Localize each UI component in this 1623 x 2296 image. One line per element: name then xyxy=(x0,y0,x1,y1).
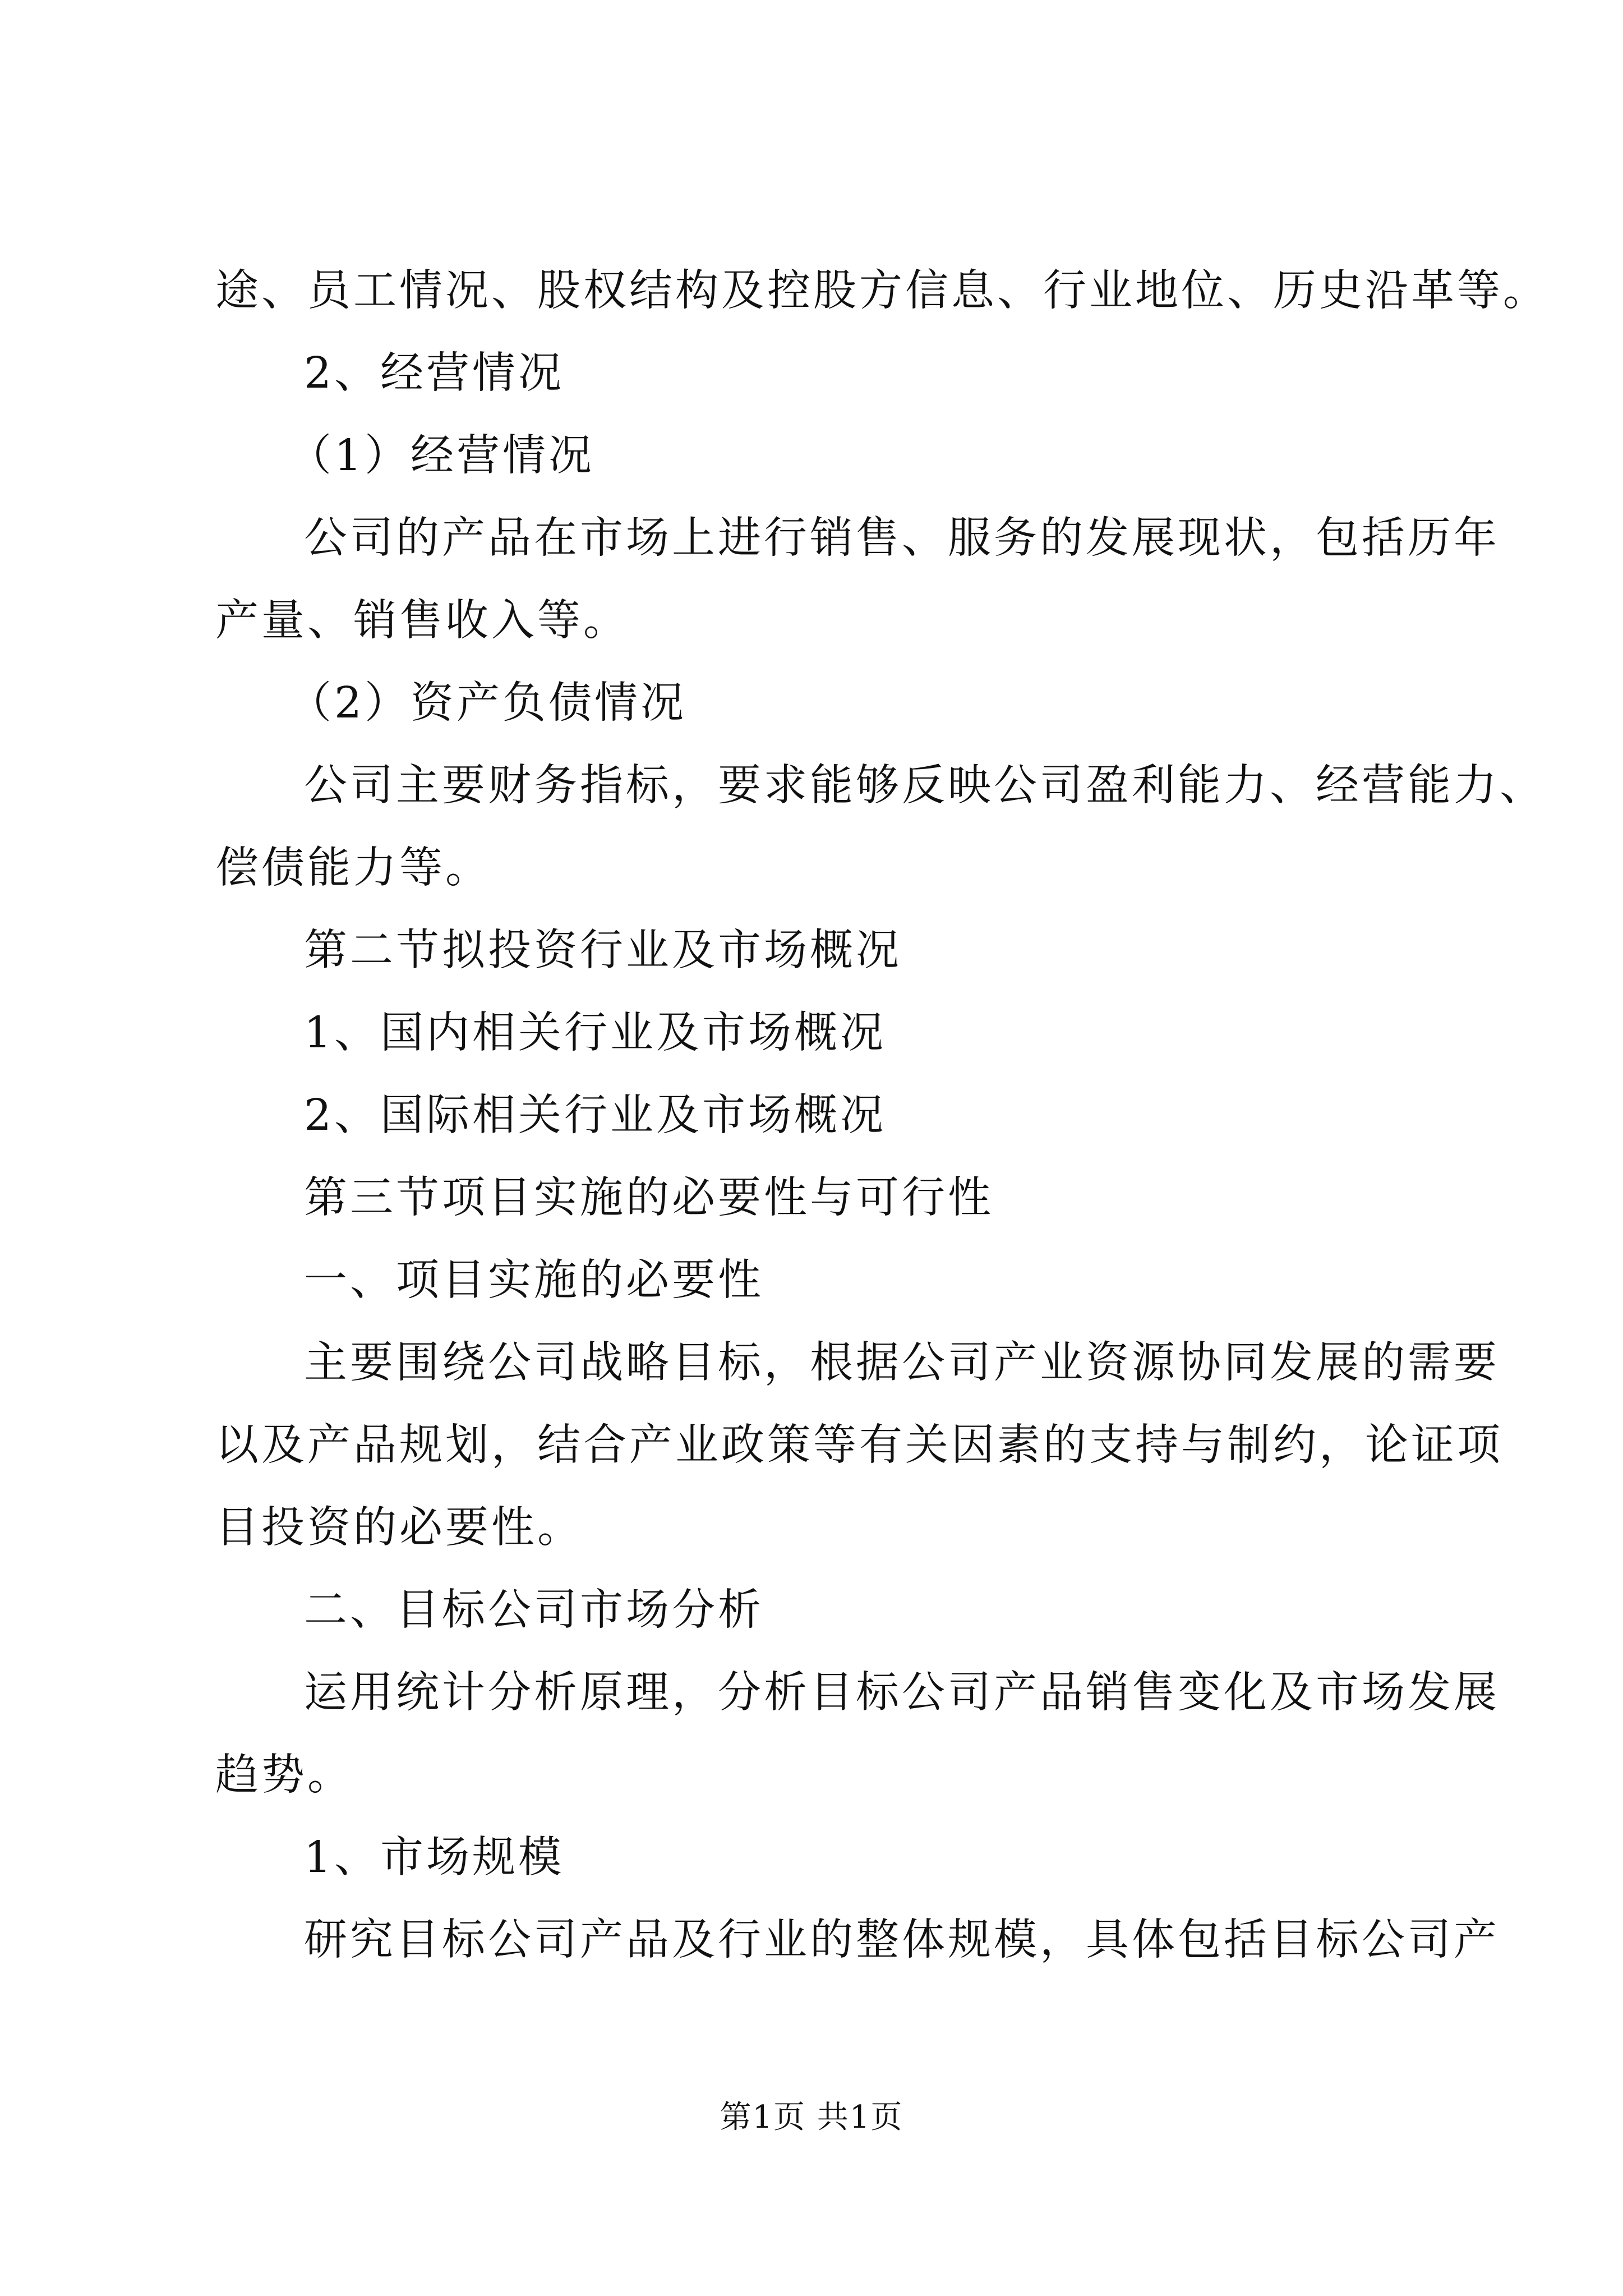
paragraph-line: 偿债能力等。 xyxy=(215,843,491,893)
paragraph-line: 趋势。 xyxy=(215,1750,353,1800)
paragraph-line: 主要围绕公司战略目标，根据公司产业资源协同发展的需要 xyxy=(304,1338,1500,1388)
subsection-heading: （1）经营情况 xyxy=(288,431,594,481)
document-body xyxy=(215,250,1549,1981)
body-line: 途、员工情况、股权结构及控股方信息、行业地位、历史沿革等。 xyxy=(215,266,1549,316)
paragraph-line: 以及产品规划，结合产业政策等有关因素的支持与制约，论证项 xyxy=(215,1420,1503,1470)
subsection-heading: （2）资产负债情况 xyxy=(288,678,686,728)
paragraph-line: 目投资的必要性。 xyxy=(215,1503,583,1553)
section-heading: 第二节拟投资行业及市场概况 xyxy=(304,926,902,976)
paragraph-line: 公司的产品在市场上进行销售、服务的发展现状，包括历年 xyxy=(304,513,1500,563)
list-item: 1、国内相关行业及市场概况 xyxy=(304,1008,886,1058)
section-heading: 2、经营情况 xyxy=(304,348,564,398)
paragraph-line: 产量、销售收入等。 xyxy=(215,596,629,646)
subsection-heading: 二、目标公司市场分析 xyxy=(304,1585,764,1635)
list-item: 2、国际相关行业及市场概况 xyxy=(304,1091,886,1140)
list-item: 1、市场规模 xyxy=(304,1833,564,1883)
page-footer: 第1页 共1页 xyxy=(720,2099,903,2136)
paragraph-line: 运用统计分析原理，分析目标公司产品销售变化及市场发展 xyxy=(304,1668,1500,1718)
paragraph-line: 公司主要财务指标，要求能够反映公司盈利能力、经营能力、 xyxy=(304,761,1546,811)
paragraph-line: 研究目标公司产品及行业的整体规模，具体包括目标公司产 xyxy=(304,1915,1500,1965)
section-heading: 第三节项目实施的必要性与可行性 xyxy=(304,1173,994,1223)
subsection-heading: 一、项目实施的必要性 xyxy=(304,1255,764,1305)
